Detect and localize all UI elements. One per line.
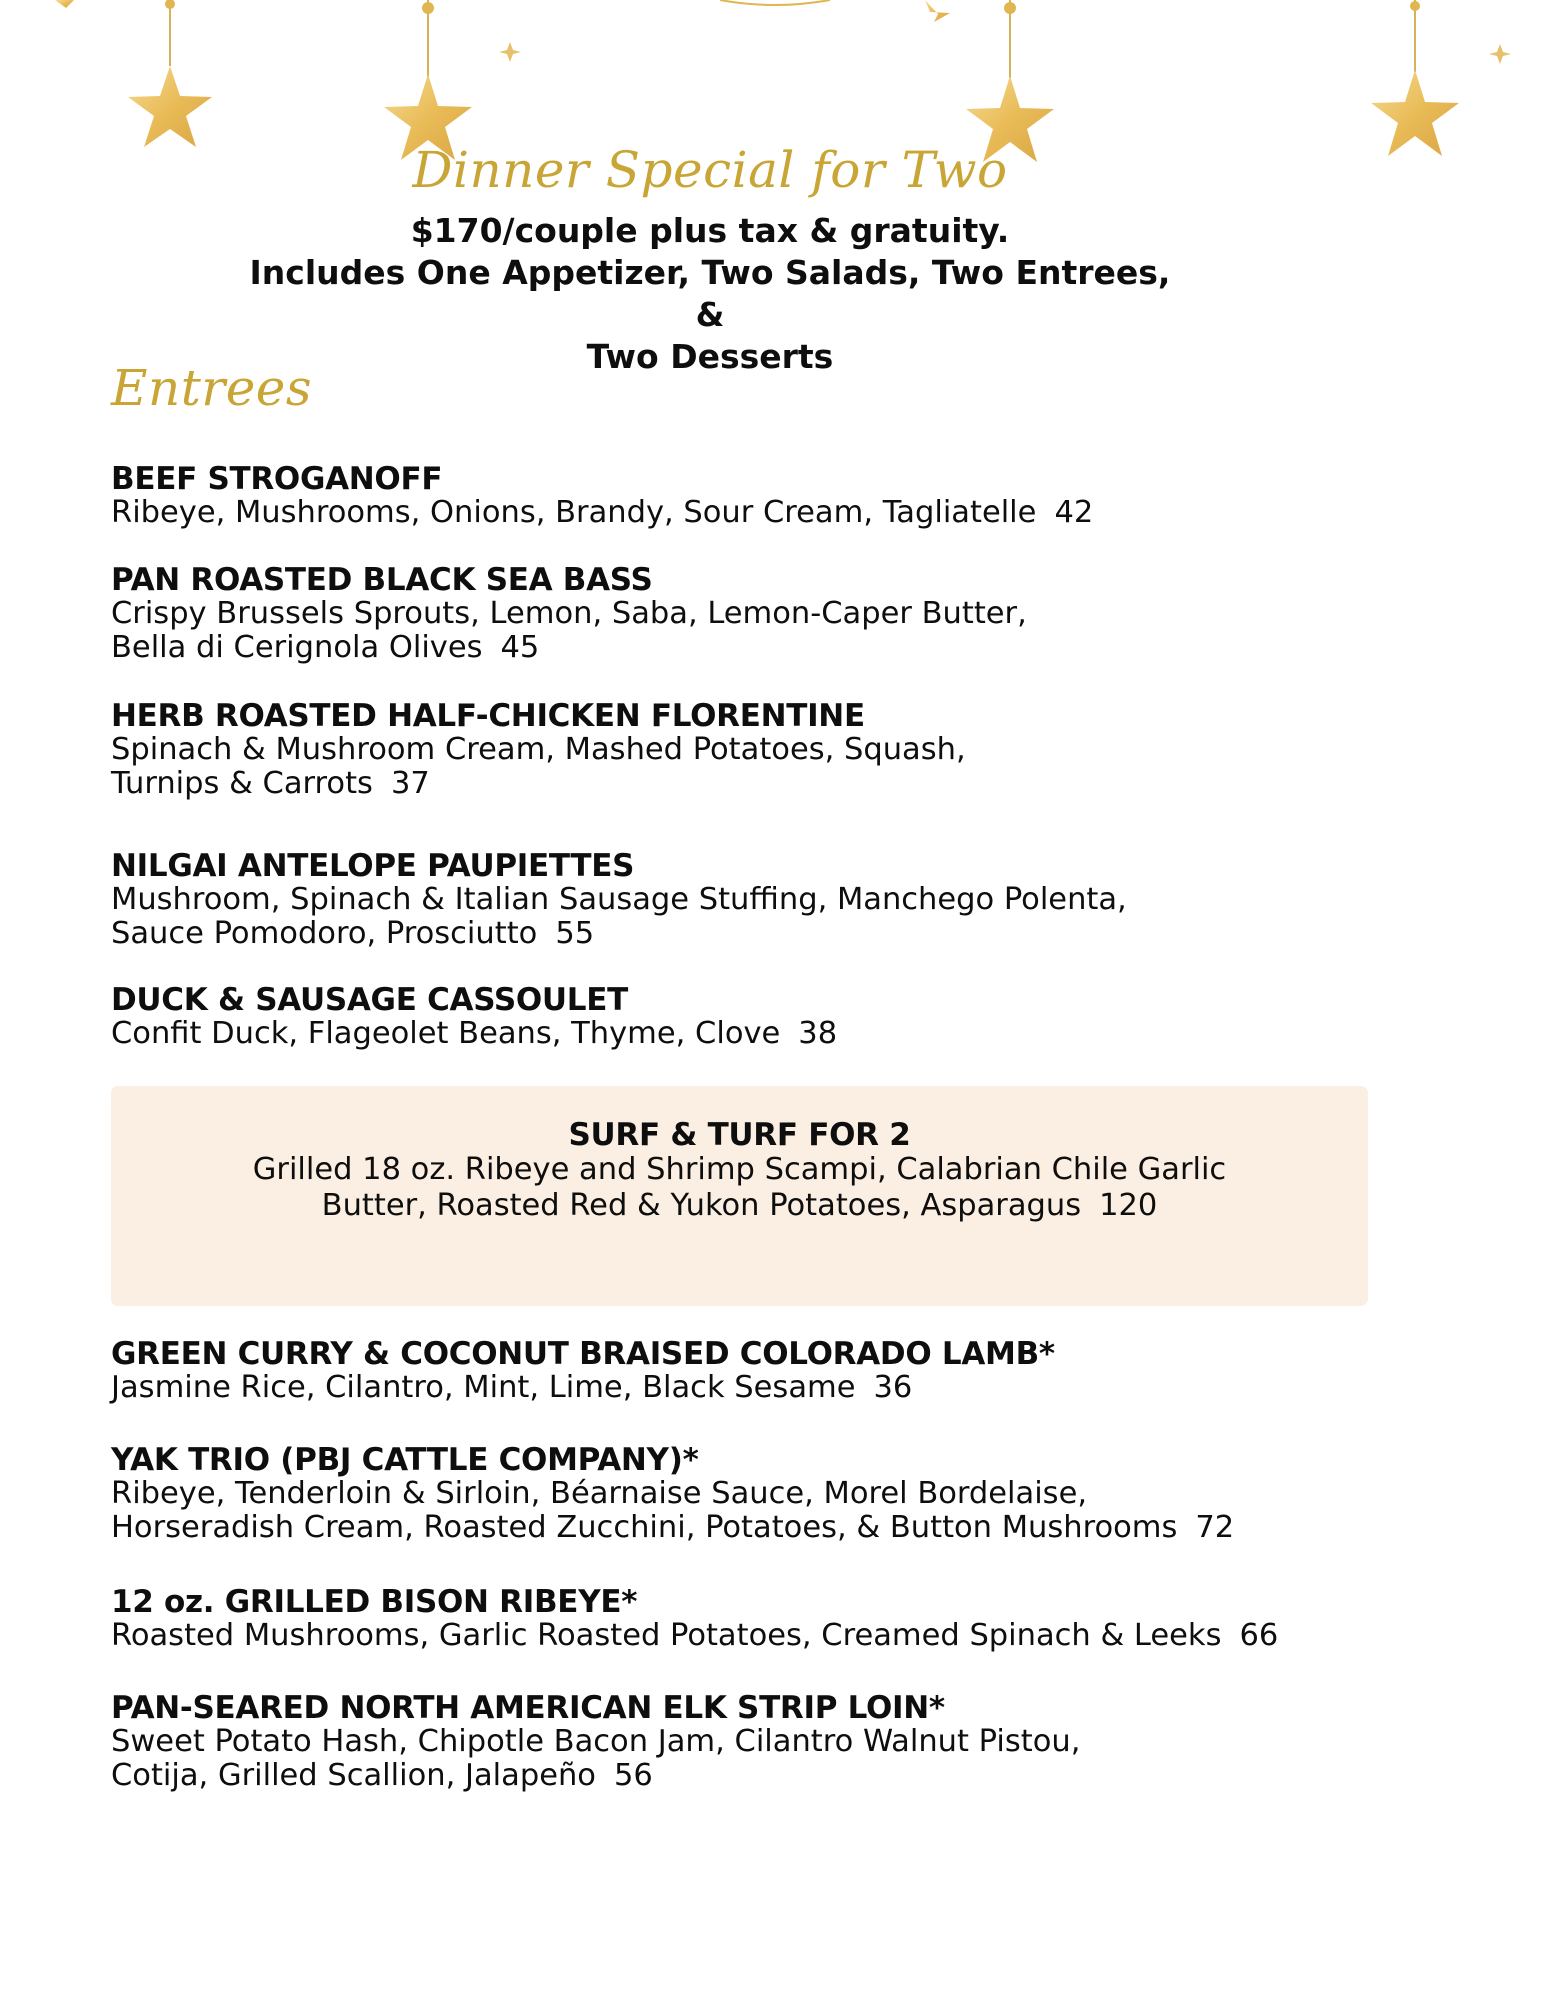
sparkle-icon bbox=[1489, 44, 1511, 64]
item-description: Jasmine Rice, Cilantro, Mint, Lime, Black Sesame 36 bbox=[111, 1370, 913, 1405]
item-price: 55 bbox=[555, 916, 595, 951]
item-price: 45 bbox=[500, 630, 540, 665]
item-price: 42 bbox=[1054, 495, 1094, 530]
item-name: PAN-SEARED NORTH AMERICAN ELK STRIP LOIN* bbox=[111, 1690, 945, 1726]
item-description: Bella di Cerignola Olives 45 bbox=[111, 630, 540, 665]
item-description: Sweet Potato Hash, Chipotle Bacon Jam, Cilantro Walnut Pistou, bbox=[111, 1724, 1081, 1759]
featured-item-box bbox=[111, 1086, 1368, 1306]
item-description: Crispy Brussels Sprouts, Lemon, Saba, Lemon-Caper Butter, bbox=[111, 596, 1027, 631]
item-price: 37 bbox=[390, 766, 430, 801]
item-name: DUCK & SAUSAGE CASSOULET bbox=[111, 982, 628, 1018]
menu-item bbox=[111, 563, 1027, 665]
item-name: NILGAI ANTELOPE PAUPIETTES bbox=[111, 848, 635, 884]
menu-item bbox=[111, 699, 966, 801]
menu-item bbox=[111, 462, 1093, 530]
section-heading-entrees: Entrees bbox=[111, 359, 313, 417]
special-price-line: $170/couple plus tax & gratuity. bbox=[410, 211, 1010, 250]
featured-item-description: Butter, Roasted Red & Yukon Potatoes, Asparagus 120 bbox=[321, 1188, 1158, 1223]
menu-item bbox=[111, 849, 1127, 951]
item-description: Cotija, Grilled Scallion, Jalapeño 56 bbox=[111, 1758, 653, 1793]
item-price: 36 bbox=[873, 1370, 913, 1405]
star-icon bbox=[55, 0, 74, 8]
star-icon bbox=[128, 66, 212, 147]
item-description: Spinach & Mushroom Cream, Mashed Potatoes, Squash, bbox=[111, 732, 966, 767]
item-description: Confit Duck, Flageolet Beans, Thyme, Clove 38 bbox=[111, 1016, 838, 1051]
item-price: 66 bbox=[1239, 1618, 1279, 1653]
swag-decoration bbox=[720, 0, 830, 5]
item-name: HERB ROASTED HALF-CHICKEN FLORENTINE bbox=[111, 698, 865, 734]
menu-item bbox=[111, 983, 837, 1051]
featured-item-description: Grilled 18 oz. Ribeye and Shrimp Scampi, Calabrian Chile Garlic bbox=[252, 1152, 1227, 1187]
includes-line: Two Desserts bbox=[586, 337, 834, 376]
item-description: Ribeye, Mushrooms, Onions, Brandy, Sour Cream, Tagliatelle 42 bbox=[111, 495, 1094, 530]
item-description: Turnips & Carrots 37 bbox=[111, 766, 430, 801]
item-name: PAN ROASTED BLACK SEA BASS bbox=[111, 562, 653, 598]
item-name: 12 oz. GRILLED BISON RIBEYE* bbox=[111, 1584, 638, 1620]
item-name: BEEF STROGANOFF bbox=[111, 461, 443, 497]
menu-item bbox=[111, 1443, 1234, 1545]
item-name: YAK TRIO (PBJ CATTLE COMPANY)* bbox=[111, 1442, 699, 1478]
menu-item bbox=[111, 1337, 1055, 1405]
menu-item bbox=[111, 1585, 1278, 1653]
includes-line: Includes One Appetizer, Two Salads, Two Entrees, & bbox=[249, 253, 1171, 334]
item-description: Mushroom, Spinach & Italian Sausage Stuffing, Manchego Polenta, bbox=[111, 882, 1127, 917]
sparkle-icon bbox=[499, 42, 521, 62]
item-description: Horseradish Cream, Roasted Zucchini, Potatoes, & Button Mushrooms 72 bbox=[111, 1510, 1235, 1545]
item-price: 72 bbox=[1195, 1510, 1235, 1545]
special-includes bbox=[230, 252, 1190, 378]
item-description: Sauce Pomodoro, Prosciutto 55 bbox=[111, 916, 595, 951]
featured-item-name: SURF & TURF FOR 2 bbox=[568, 1117, 911, 1153]
item-description: Roasted Mushrooms, Garlic Roasted Potatoes, Creamed Spinach & Leeks 66 bbox=[111, 1618, 1279, 1653]
menu-item bbox=[111, 1691, 1080, 1793]
item-price: 38 bbox=[798, 1016, 838, 1051]
special-title: Dinner Special for Two bbox=[412, 141, 1008, 199]
item-description: Ribeye, Tenderloin & Sirloin, Béarnaise Sauce, Morel Bordelaise, bbox=[111, 1476, 1088, 1511]
item-name: GREEN CURRY & COCONUT BRAISED COLORADO LAMB* bbox=[111, 1336, 1055, 1372]
star-icon bbox=[925, 0, 950, 22]
featured-item-price: 120 bbox=[1099, 1188, 1158, 1223]
item-price: 56 bbox=[613, 1758, 653, 1793]
